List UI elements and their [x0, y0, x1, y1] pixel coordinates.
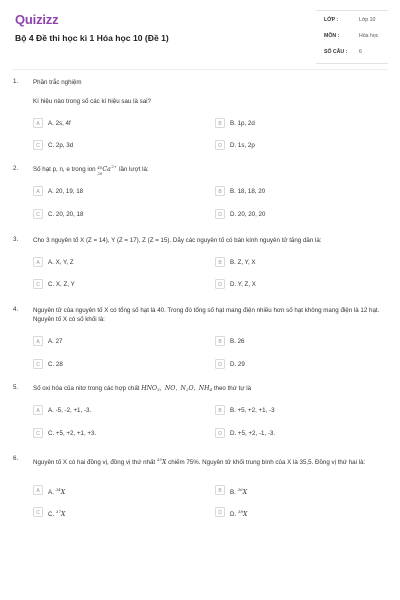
meta-key: SỐ CÂU : [324, 49, 348, 55]
question-text-before: Số hạt p, n, e trong ion [33, 166, 96, 174]
question-number: 4. [13, 306, 19, 313]
option-letter: B. [230, 489, 236, 496]
option-text [230, 487, 247, 496]
option-text: A. 27 [48, 338, 63, 345]
option-badge: B [215, 118, 225, 128]
option-letter: A. [48, 489, 54, 496]
meta-info-box [316, 10, 388, 64]
option-text: A. 2s, 4f [48, 120, 71, 127]
question-number: 2. [13, 165, 19, 172]
option-text: A. -5, -2, +1, -3. [48, 407, 92, 414]
document-title: Bộ 4 Đề thi học kì 1 Hóa học 10 (Đề 1) [15, 33, 169, 43]
option-badge: A [33, 186, 43, 196]
header-divider [12, 69, 388, 70]
question-text [33, 455, 383, 467]
option-text: D. 1s, 2p [230, 142, 255, 149]
question-number: 5. [13, 384, 19, 391]
option-text: B. +5, +2, +1, -3 [230, 407, 275, 414]
option-badge: D [215, 428, 225, 438]
question-text-after: theo thứ tự là [213, 385, 252, 392]
formula-subscript: 3 [157, 387, 160, 392]
ion-atomic-number: 20 [97, 171, 103, 176]
question-number: 3. [13, 236, 19, 243]
option-text: D. +5, +2, -1, -3. [230, 430, 276, 437]
quizizz-logo: Quizizz [15, 12, 59, 27]
option-letter: D. [230, 511, 237, 518]
meta-key: LỚP : [324, 17, 339, 23]
option-text [48, 509, 65, 518]
option-text: D. 29 [230, 361, 245, 368]
option-badge: C [33, 507, 43, 517]
option-badge: D [215, 507, 225, 517]
option-text: B. 26 [230, 338, 245, 345]
option-text: C. X, Z, Y [48, 281, 75, 288]
isotope-symbol: X [60, 489, 66, 496]
question-text-before: Nguyên tố X có hai đồng vị, đồng vị thứ nhất [33, 459, 156, 466]
ion-charge: 2+ [111, 164, 117, 169]
option-text: C. 28 [48, 361, 63, 368]
ion-mass-number: 40 [97, 165, 103, 170]
isotope-mass: 34 [55, 487, 61, 492]
option-badge: A [33, 485, 43, 495]
formula-hno3 [141, 385, 159, 392]
meta-value: Lớp 10 [359, 17, 376, 23]
isotope-notation [157, 459, 167, 466]
ion-symbol: Ca [102, 166, 111, 173]
meta-key: MÔN : [324, 33, 340, 39]
question-text: Kí hiệu nào trong số các kí hiệu sau là sai? [33, 98, 151, 105]
option-text: C. 20, 20, 18 [48, 211, 84, 218]
option-text [230, 509, 247, 518]
formula-no: NO [164, 385, 176, 392]
isotope-mass: 35 [156, 457, 162, 462]
option-badge: C [33, 428, 43, 438]
formula-subscript: 4 [209, 387, 213, 392]
option-badge: B [215, 336, 225, 346]
isotope-mass: 38 [237, 509, 244, 514]
option-text [48, 487, 65, 496]
document-header [0, 0, 400, 62]
isotope-symbol: X [242, 489, 248, 496]
option-text: A. X, Y, Z [48, 259, 74, 266]
question-text-after: chiếm 75%. Nguyên tử khối trung bình của X là 35,5. Đồng vị thứ hai là: [168, 459, 366, 466]
option-badge: A [33, 336, 43, 346]
option-badge: D [215, 140, 225, 150]
option-badge: A [33, 257, 43, 267]
question-number: 1. [13, 78, 19, 85]
option-badge: C [33, 209, 43, 219]
option-text: C. +5, +2, +1, +3. [48, 430, 97, 437]
formula-part: O [188, 385, 194, 392]
question-text: Cho 3 nguyên tố X (Z = 14), Y (Z = 17), Z (Z = 15). Dãy các nguyên tố có bán kính nguyên tử tăng dần là: [33, 237, 322, 244]
option-badge: B [215, 257, 225, 267]
isotope-mass: 36 [237, 487, 243, 492]
section-heading: Phần trắc nghiệm [33, 79, 82, 86]
option-badge: A [33, 118, 43, 128]
meta-value: Hóa học [359, 33, 379, 39]
question-number: 6. [13, 455, 19, 462]
calcium-ion-notation [97, 165, 117, 174]
formula-n2o [181, 385, 194, 392]
question-text [33, 165, 383, 174]
option-text: B. 18, 18, 20 [230, 188, 266, 195]
formula-nh4 [199, 385, 212, 392]
formula-subscript: 2 [185, 387, 189, 392]
option-letter: C. [48, 511, 55, 518]
option-badge: A [33, 405, 43, 415]
option-badge: B [215, 186, 225, 196]
option-badge: B [215, 405, 225, 415]
option-text: B. Z, Y, X [230, 259, 256, 266]
question-text-after: lần lượt là: [119, 166, 149, 174]
isotope-symbol: X [61, 511, 66, 518]
option-badge: D [215, 209, 225, 219]
question-text: Nguyên tử của nguyên tố X có tổng số hạt là 40. Trong đó tổng số hạt mang điện nhiều hơn số hạt không mang điện là 12 hạt. Nguyên tố X có số khối là: [33, 307, 380, 323]
option-badge: C [33, 279, 43, 289]
option-text: D. Y, Z, X [230, 281, 256, 288]
isotope-symbol: X [161, 459, 167, 466]
formula-part: HNO [141, 385, 158, 392]
option-text: D. 20, 20, 20 [230, 211, 266, 218]
option-badge: D [215, 279, 225, 289]
question-text: Số oxi hóa của nitơ trong các hợp chất $HNO_3$, NO, $N_2O$, $NH_4$ theo thứ tự là [33, 385, 252, 392]
question-text-before: Số oxi hóa của nitơ trong các hợp chất [33, 385, 140, 392]
formula-part: N [180, 385, 186, 392]
formula-part: NH [198, 385, 210, 392]
option-badge: C [33, 359, 43, 369]
isotope-mass: 37 [55, 509, 62, 514]
meta-value: 6 [359, 49, 362, 55]
option-badge: B [215, 485, 225, 495]
isotope-symbol: X [243, 511, 248, 518]
option-badge: D [215, 359, 225, 369]
option-badge: C [33, 140, 43, 150]
option-text: A. 20, 19, 18 [48, 188, 84, 195]
option-text: B. 1p, 2d [230, 120, 255, 127]
option-text: C. 2p, 3d [48, 142, 74, 149]
